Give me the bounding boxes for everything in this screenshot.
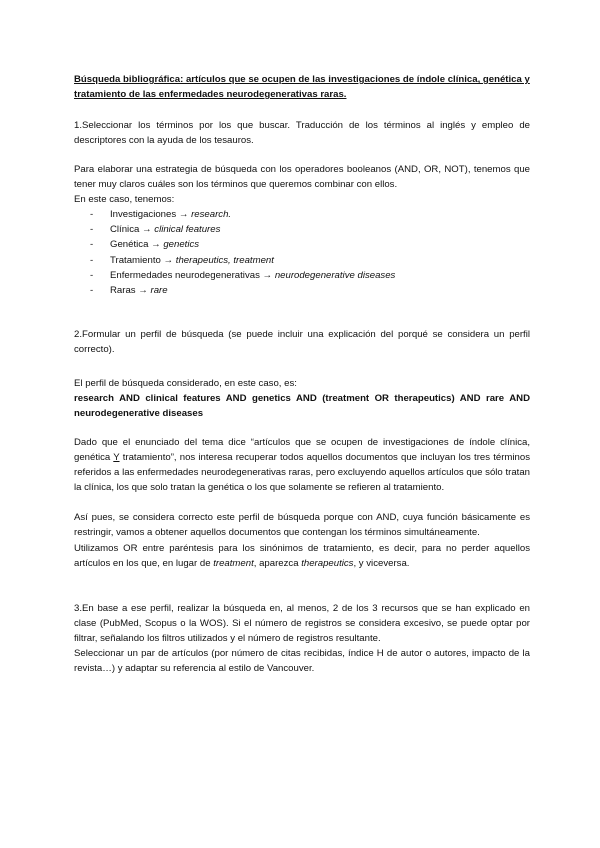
arrow-icon: → bbox=[262, 269, 273, 281]
terms-list bbox=[90, 207, 395, 298]
list-item: - Clínica → clinical features bbox=[90, 222, 395, 237]
arrow-icon: → bbox=[138, 285, 148, 297]
arrow-icon: → bbox=[151, 239, 161, 251]
explanation-paragraph-1: Dado que el enunciado del tema dice “artículos que se ocupen de investigaciones de índole clínica, genética Y tratamiento”, nos interesa recuperar todos aquellos documentos que incluyan los tres términos referidos a las enfermedades neurodegenerativas raras, pero excluyendo aquellos artículos que sólo tratan la clínica, los que solo tratan la genética o los que solamente se refieren al tratamiento. bbox=[74, 437, 531, 493]
document-title: Búsqueda bibliográfica: artículos que se ocupen de las investigaciones de índole clínica, genética y tratamiento de las enfermedades neurodegenerativas raras. bbox=[74, 74, 530, 100]
section-3-heading: 3.En base a ese perfil, realizar la búsqueda en, al menos, 2 de los 3 recursos que se han explicado en clase (PubMed, Scopus o la WOS). Si el número de registros se considera excesivo, se puede optar por filtrar, señalando los filtros utilizados y el número de registros resultante. bbox=[74, 603, 530, 644]
explanation-paragraph-2: Así pues, se considera correcto este perfil de búsqueda porque con AND, cuya función básicamente es restringir, vamos a obtener aquellos documentos que contengan los términos simultáneamente. bbox=[74, 512, 530, 538]
section-3-text: Seleccionar un par de artículos (por número de citas recibidas, índice H de autor o autores, impacto de la revista…) y adaptar su referencia al estilo de Vancouver. bbox=[74, 648, 530, 674]
dash-bullet: - bbox=[90, 224, 94, 236]
dash-bullet: - bbox=[90, 254, 94, 266]
dash-bullet: - bbox=[90, 285, 94, 297]
dash-bullet: - bbox=[90, 269, 94, 281]
list-item: - Tratamiento → therapeutics, treatment bbox=[90, 253, 395, 268]
list-item: - Raras → rare bbox=[90, 283, 395, 298]
list-item: - Investigaciones → research. bbox=[90, 207, 395, 222]
arrow-icon: → bbox=[178, 209, 189, 220]
section-1-heading: 1.Seleccionar los términos por los que buscar. Traducción de los términos al inglés y empleo de descriptores con la ayuda de los tesauros. bbox=[74, 120, 530, 146]
section-2-heading: 2.Formular un perfil de búsqueda (se puede incluir una explicación del porqué se considera un perfil correcto). bbox=[74, 329, 530, 355]
list-item: - Genética → genetics bbox=[90, 237, 395, 252]
list-item: - Enfermedades neurodegenerativas → neurodegenerative diseases bbox=[90, 268, 395, 283]
profile-lead: El perfil de búsqueda considerado, en este caso, es: bbox=[74, 378, 297, 389]
section-1-lead: En este caso, tenemos: bbox=[74, 194, 175, 205]
section-1-intro: Para elaborar una estrategia de búsqueda con los operadores booleanos (AND, OR, NOT), tenemos que tener muy claros cuáles son los términos que queremos combinar con ellos. bbox=[74, 164, 530, 190]
dash-bullet: - bbox=[90, 239, 94, 251]
arrow-icon: → bbox=[163, 254, 174, 266]
search-profile: research AND clinical features AND genetics AND (treatment OR therapeutics) AND rare AND neurodegenerative diseases bbox=[74, 393, 530, 419]
explanation-paragraph-3: Utilizamos OR entre paréntesis para los sinónimos de tratamiento, es decir, para no perder aquellos artículos en los que, en lugar de treatment, aparezca therapeutics, y viceversa. bbox=[74, 543, 530, 569]
dash-bullet: - bbox=[90, 209, 94, 220]
arrow-icon: → bbox=[142, 224, 152, 236]
